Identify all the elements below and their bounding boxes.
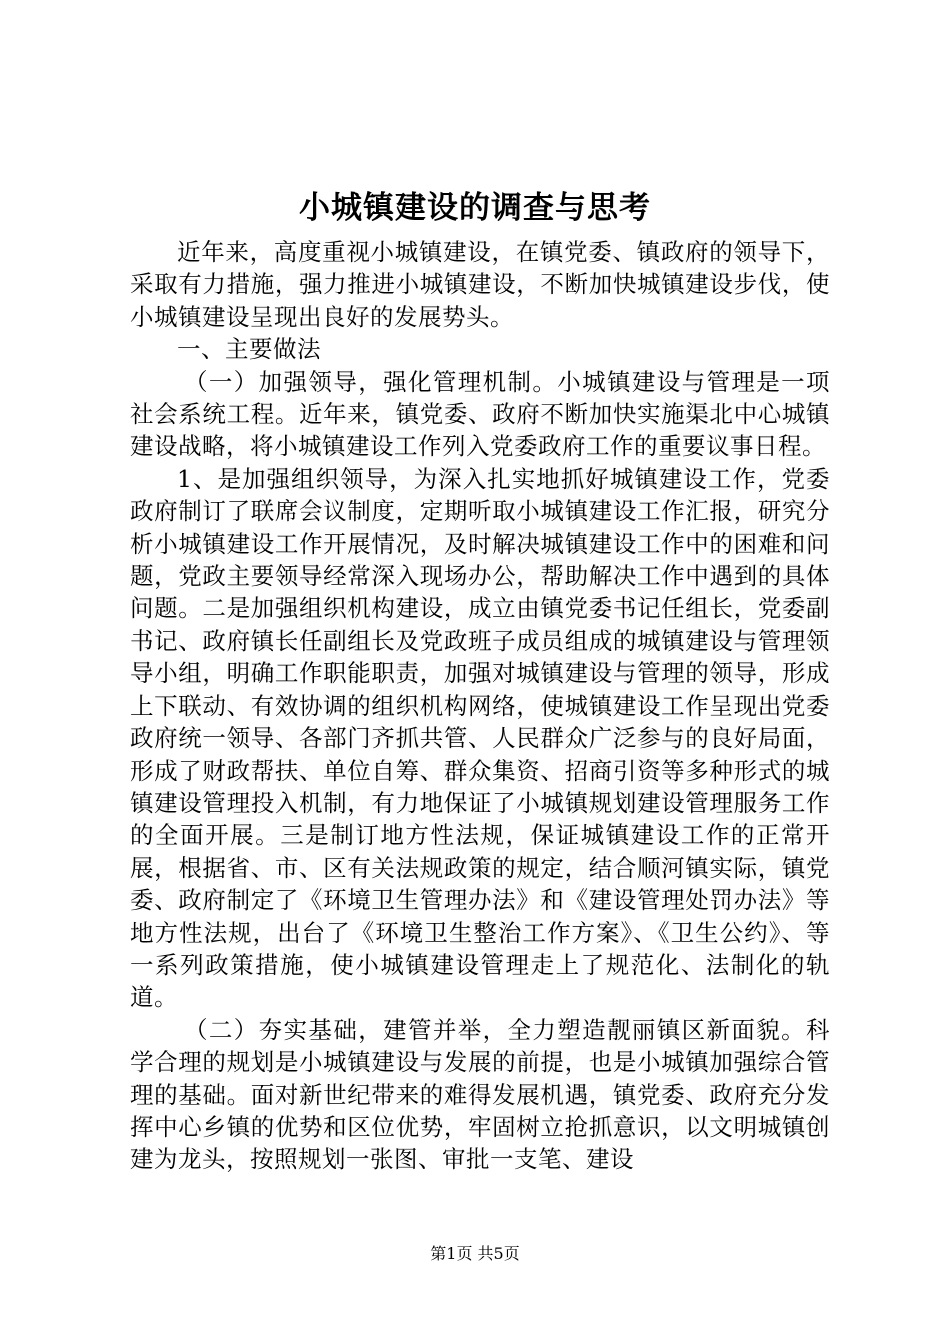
document-title: 小城镇建设的调查与思考 — [299, 190, 651, 226]
paragraph-subsection-1: （一）加强领导，强化管理机制。小城镇建设与管理是一项社会系统工程。近年来，镇党委、政府不断加快实施渠北中心城镇建设战略，将小城镇建设工作列入党委政府工作的重要议事日程。 — [130, 367, 830, 461]
paragraph-item-1: 1、是加强组织领导，为深入扎实地抓好城镇建设工作，党委政府制订了联席会议制度，定期听取小城镇建设工作汇报，研究分析小城镇建设工作开展情况，及时解决城镇建设工作中的困难和问题，党政主要领导经常深入现场办公，帮助解决工作中遇到的具体问题。二是加强组织机构建设，成立由镇党委书记任组长，党委副书记、政府镇长任副组长及党政班子成员组成的城镇建设与管理领导小组，明确工作职能职责，加强对城镇建设与管理的领导，形成上下联动、有效协调的组织机构网络，使城镇建设工作呈现出党委政府统一领导、各部门齐抓共管、人民群众广泛参与的良好局面，形成了财政帮扶、单位自筹、群众集资、招商引资等多种形式的城镇建设管理投入机制，有力地保证了小城镇规划建设管理服务工作的全面开展。三是制订地方性法规，保证城镇建设工作的正常开展，根据省、市、区有关法规政策的规定，结合顺河镇实际，镇党委、政府制定了《环境卫生管理办法》和《建设管理处罚办法》等地方性法规，出台了《环境卫生整治工作方案》、《卫生公约》、等一系列政策措施，使小城镇建设管理走上了规范化、法制化的轨道。 — [130, 464, 830, 1012]
section-heading-main-practices: 一、主要做法 — [177, 335, 321, 364]
document-body — [130, 236, 830, 1176]
paragraph-intro: 近年来，高度重视小城镇建设，在镇党委、镇政府的领导下，采取有力措施，强力推进小城镇建设，不断加快城镇建设步伐，使小城镇建设呈现出良好的发展势头。 — [130, 238, 830, 331]
paragraph-subsection-2: （二）夯实基础，建管并举，全力塑造靓丽镇区新面貌。科学合理的规划是小城镇建设与发展的前提，也是小城镇加强综合管理的基础。面对新世纪带来的难得发展机遇，镇党委、政府充分发挥中心乡镇的优势和区位优势，牢固树立抢抓意识，以文明城镇创建为龙头，按照规划一张图、审批一支笔、建设 — [130, 1015, 830, 1174]
page-number-footer: 第1页 共5页 — [430, 1244, 520, 1263]
